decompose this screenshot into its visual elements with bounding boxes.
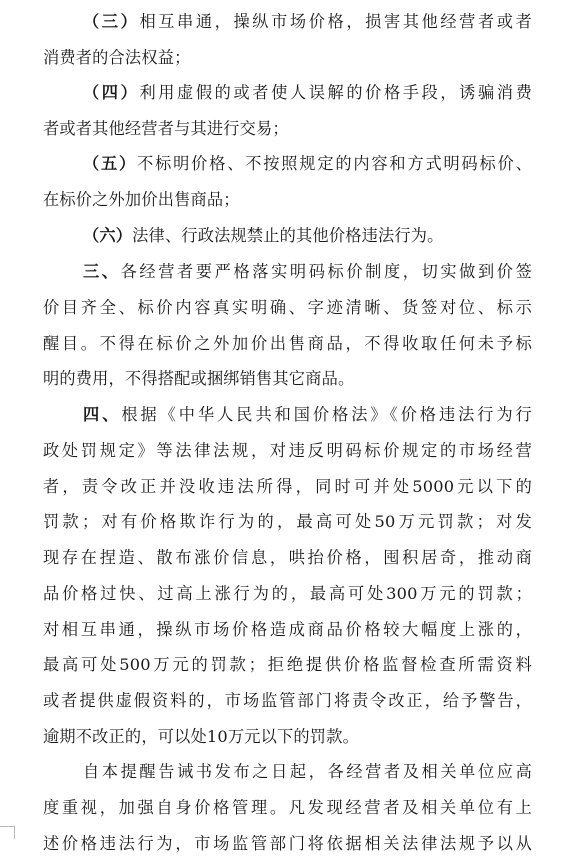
text-line [83,216,573,256]
line-text: 法律、行政法规禁止的其他价格违法行为。 [132,226,444,245]
line-text: 自本提醒告诫书发布之日起，各经营者及相关单位应高 [83,762,532,781]
line-text: 利用虚假的或者使人误解的价格手段，诱骗消费 [139,83,532,102]
line-text: 或者提供虚假资料的，市场监管部门将责令改正，给予警告， [43,691,532,710]
line-text: 价目齐全、标价内容真实明确、字迹清晰、货签对位、标示 [43,298,532,317]
text-line [43,109,573,149]
text-line [83,252,532,292]
text-line [43,467,532,507]
line-text: 现存在捏造、散布涨价信息，哄抬价格，囤积居奇，推动商 [43,548,532,567]
line-text: 醒目。不得在标价之外加价出售商品，不得收取任何未予标 [43,334,532,353]
line-text: 者，责令改正并没收违法所得，同时可并处5000元以下的 [43,477,532,496]
text-line [43,538,532,578]
text-line [83,2,532,42]
text-line [83,752,532,792]
text-line [43,824,532,864]
text-line [43,502,532,542]
line-text: 度重视，加强自身价格管理。凡发现经营者及相关单位有上 [43,798,532,817]
item-number: 三、 [83,262,121,281]
text-line [43,288,532,328]
text-line [43,610,532,650]
text-line [43,681,532,721]
line-text: 品价格过快、过高上涨行为的，最高可处300万元的罚款； [43,584,532,603]
text-line [43,574,532,614]
item-number: （三） [83,12,140,31]
item-number: （四） [83,83,140,102]
line-text: 消费者的合法权益； [43,48,191,67]
line-text: 最高可处500万元的罚款；拒绝提供价格监督检查所需资料 [43,655,532,674]
text-line [43,38,573,78]
line-text: 罚款；对有价格欺诈行为的，最高可处50万元罚款；对发 [43,512,532,531]
text-line [83,73,532,113]
line-text: 逾期不改正的，可以处10万元以下的罚款。 [43,727,359,746]
line-text: 政处罚规定》等法律法规，对违反明码标价规定的市场经营 [43,441,532,460]
line-text: 根据《中华人民共和国价格法》《价格违法行为行 [121,405,532,424]
text-line [83,144,532,184]
line-text: 相互串通，操纵市场价格，损害其他经营者或者 [139,12,532,31]
item-number: （五） [83,154,138,173]
text-line [43,717,573,757]
line-text: 各经营者要严格落实明码标价制度，切实做到价签 [120,262,532,281]
item-number: （六） [83,226,133,245]
item-number: 四、 [83,405,122,424]
text-line [43,431,532,471]
text-line [43,788,532,828]
line-text: 对相互串通，操纵市场价格造成商品价格较大幅度上涨的， [43,620,532,639]
line-text: 述价格违法行为，市场监管部门将依据相关法律法规予以从 [43,834,532,853]
text-line [43,645,532,685]
line-text: 者或者其他经营者与其进行交易； [43,119,289,138]
text-line [43,180,573,220]
line-text: 明的费用，不得搭配或捆绑销售其它商品。 [43,369,355,388]
text-line [43,359,573,399]
text-line [83,395,532,435]
line-text: 在标价之外加价出售商品； [43,190,240,209]
line-text: 不标明价格、不按照规定的内容和方式明码标价、 [137,154,532,173]
text-line [43,324,532,364]
page-corner-marker [0,826,15,839]
